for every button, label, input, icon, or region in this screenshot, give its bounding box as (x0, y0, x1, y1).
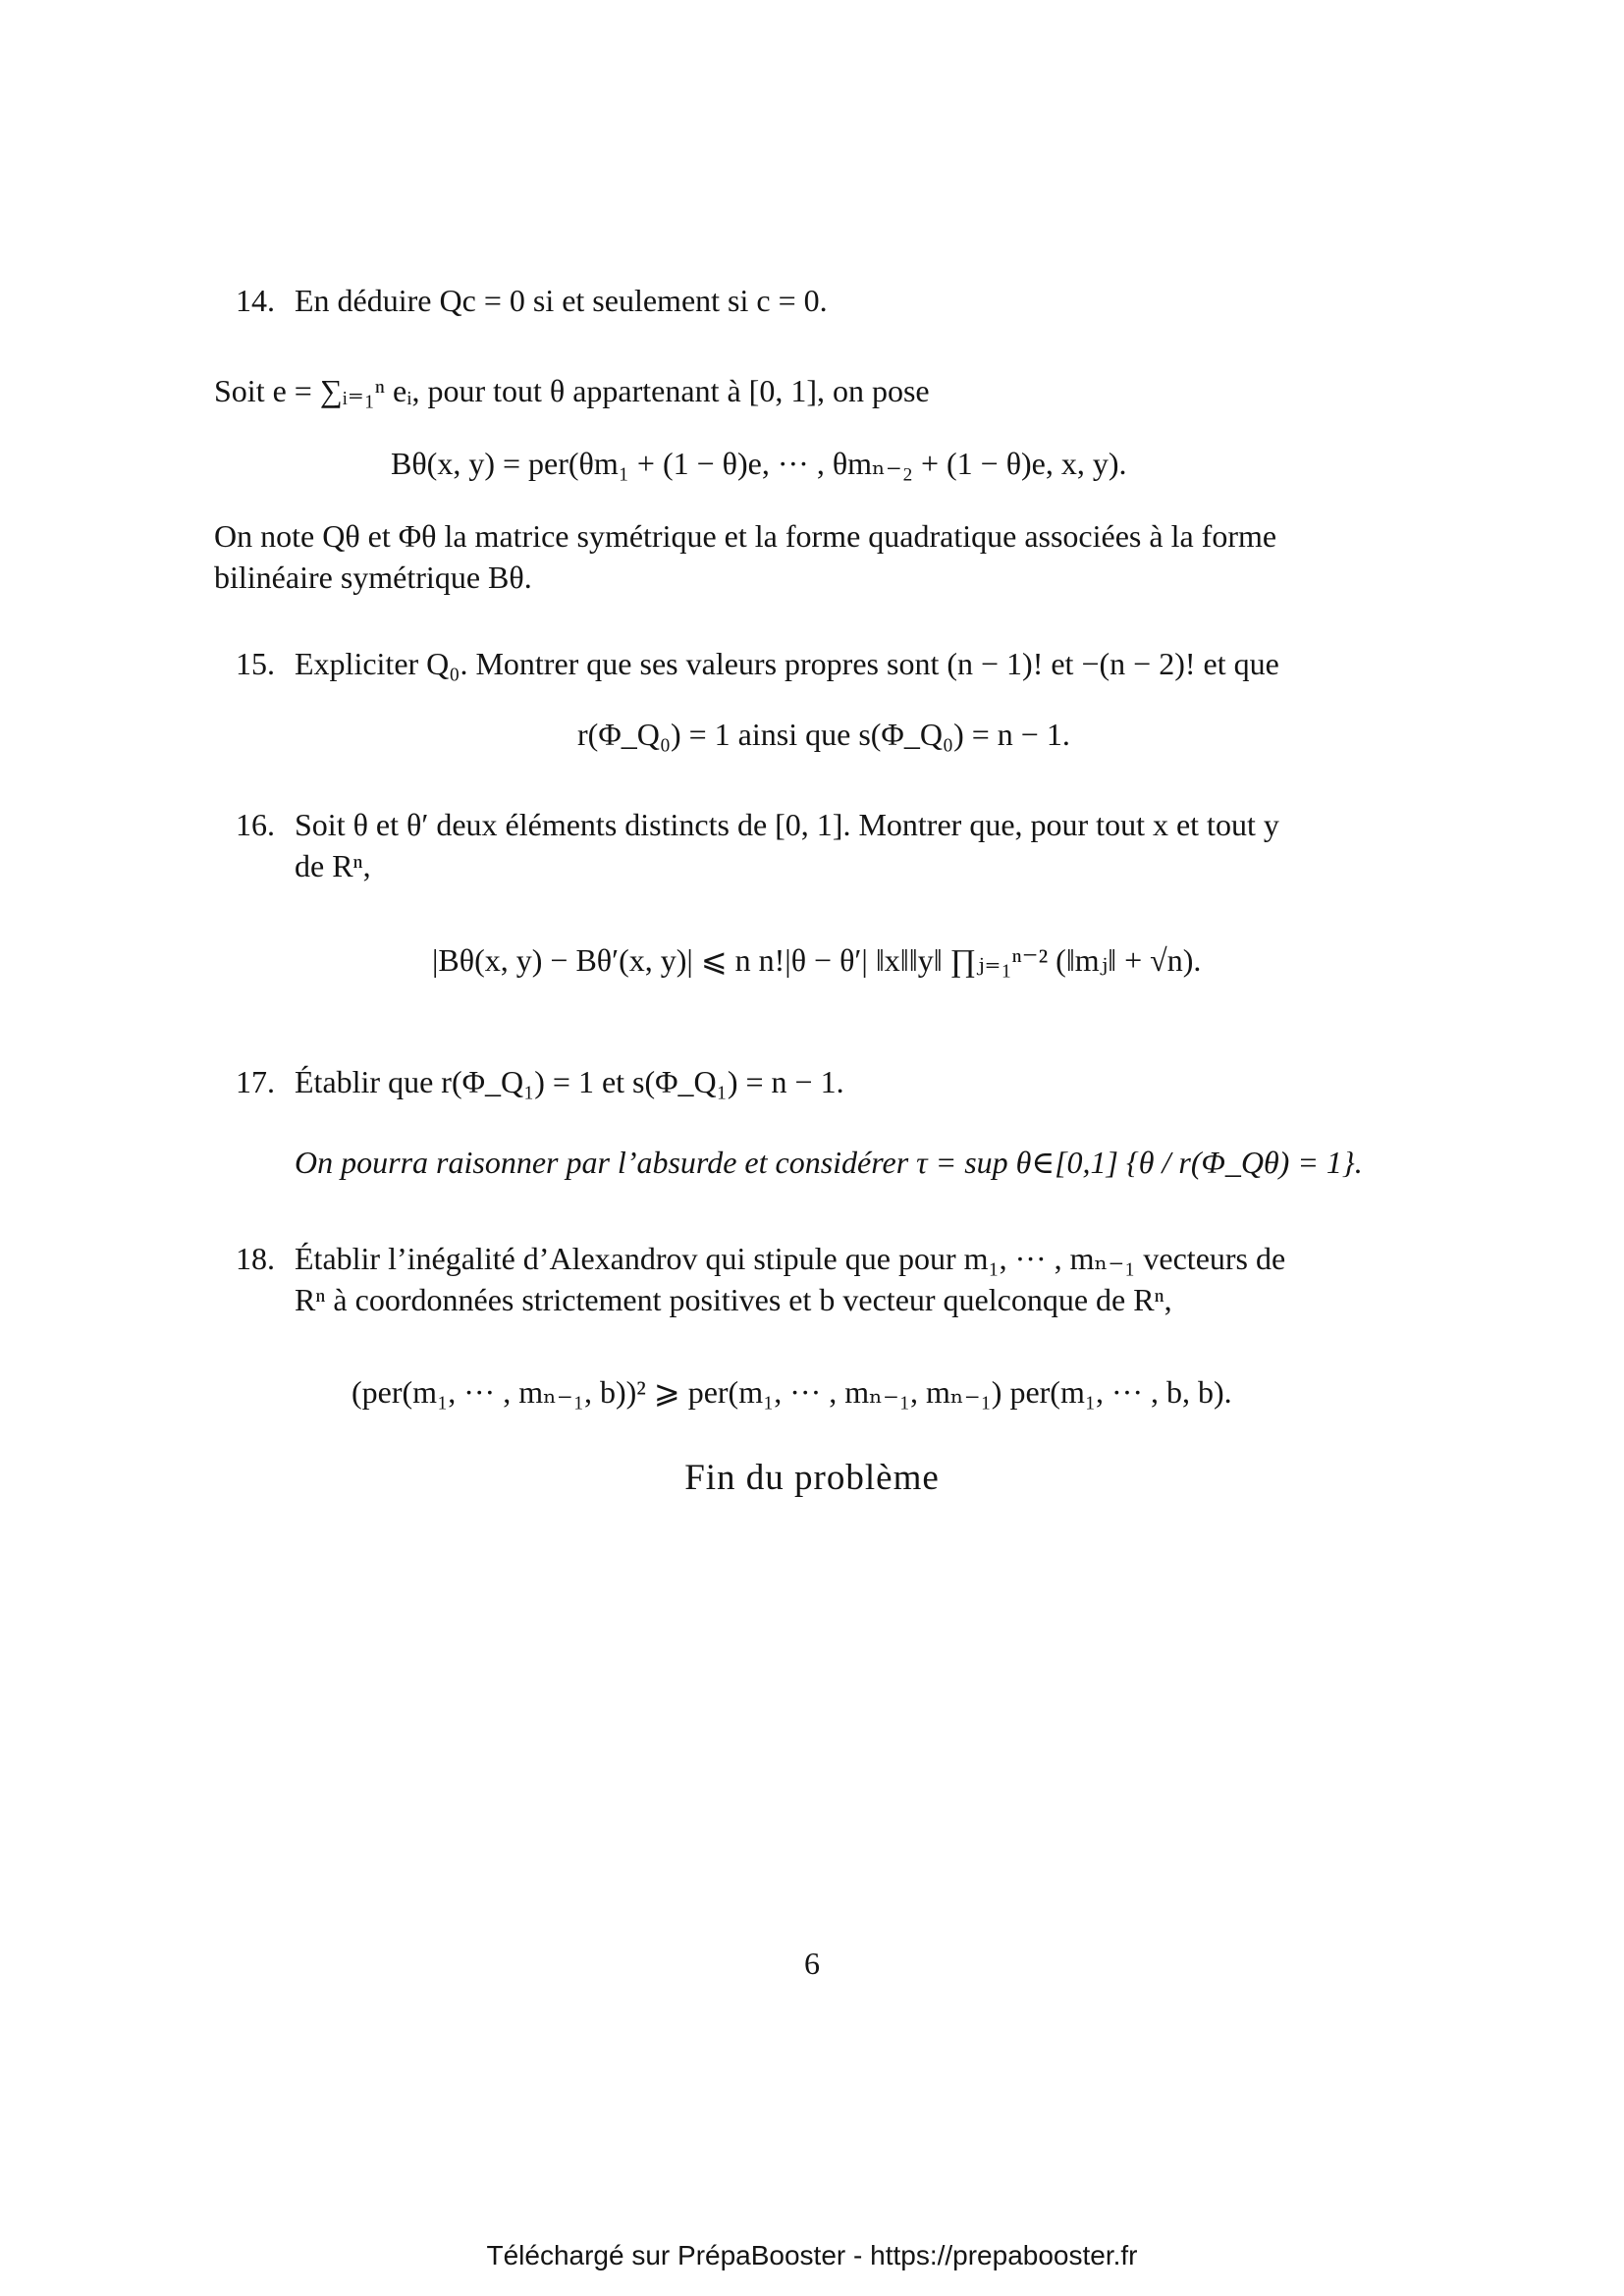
question-text: Soit θ et θ′ deux éléments distincts de [0, 1]. Montrer que, pour tout x et tout y (295, 807, 1279, 842)
question-14 (236, 281, 828, 320)
formula-alexandrov: (per(m₁, ··· , mₙ₋₁, b))² ⩾ per(m₁, ··· , mₙ₋₁, mₙ₋₁) per(m₁, ··· , b, b). (352, 1374, 1232, 1410)
formula-q16: |Bθ(x, y) − Bθ′(x, y)| ⩽ n n!|θ − θ′| ‖x‖‖y‖ ∏ⱼ₌₁ⁿ⁻² (‖mⱼ‖ + √n). (432, 942, 1202, 978)
hint-q17: On pourra raisonner par l’absurde et considérer τ = sup θ∈[0,1] {θ / r(Φ_Qθ) = 1}. (295, 1145, 1363, 1180)
formula-b-theta: Bθ(x, y) = per(θm₁ + (1 − θ)e, ··· , θmₙ₋₂ + (1 − θ)e, x, y). (391, 446, 1127, 481)
question-number: 15. (236, 646, 275, 681)
note-line-1: On note Qθ et Φθ la matrice symétrique et la forme quadratique associées à la forme (214, 518, 1277, 554)
question-number: 17. (236, 1064, 275, 1099)
question-text: Établir que r(Φ_Q₁) = 1 et s(Φ_Q₁) = n − 1. (295, 1064, 844, 1099)
question-15 (236, 644, 1279, 683)
page-number: 6 (804, 1946, 820, 1981)
question-number: 18. (236, 1241, 275, 1276)
intro-line: Soit e = ∑ᵢ₌₁ⁿ eᵢ, pour tout θ appartenant à [0, 1], on pose (214, 373, 930, 408)
question-text: Expliciter Q₀. Montrer que ses valeurs propres sont (n − 1)! et −(n − 2)! et que (295, 646, 1279, 681)
formula-q15: r(Φ_Q₀) = 1 ainsi que s(Φ_Q₀) = n − 1. (577, 717, 1070, 752)
question-number: 14. (236, 283, 275, 318)
question-16-line-2: de Rⁿ, (295, 848, 371, 883)
question-text: Établir l’inégalité d’Alexandrov qui stipule que pour m₁, ··· , mₙ₋₁ vecteurs de (295, 1241, 1286, 1276)
question-18 (236, 1239, 1285, 1278)
download-footer: Téléchargé sur PrépaBooster - https://prepabooster.fr (486, 2240, 1138, 2270)
note-line-2: bilinéaire symétrique Bθ. (214, 560, 532, 595)
question-18-line-2: Rⁿ à coordonnées strictement positives et b vecteur quelconque de Rⁿ, (295, 1282, 1172, 1317)
question-text: En déduire Qc = 0 si et seulement si c = 0. (295, 283, 828, 318)
question-16 (236, 805, 1279, 844)
question-number: 16. (236, 807, 275, 842)
end-of-problem: Fin du problème (684, 1458, 940, 1498)
question-17 (236, 1062, 844, 1101)
